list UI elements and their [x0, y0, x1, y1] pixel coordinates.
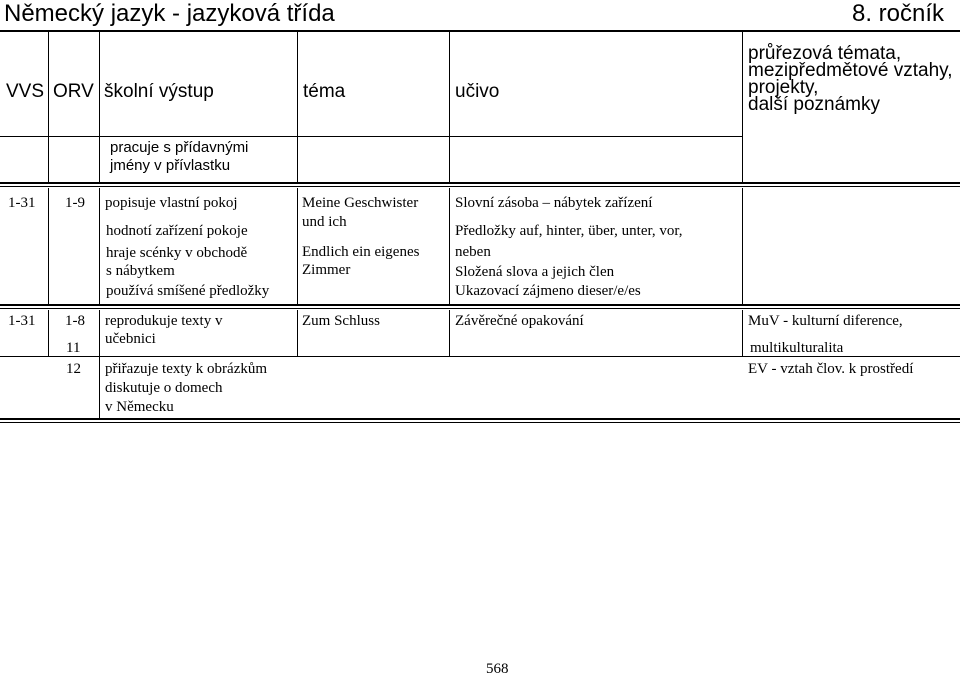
col-header-topic: téma [303, 81, 346, 102]
section2-orv: 1-8 [65, 313, 85, 329]
grid-line [449, 310, 450, 356]
grid-line [297, 188, 298, 304]
section1-vvs: 1-31 [8, 195, 36, 211]
page-number: 568 [486, 661, 509, 677]
section2-outcome-line: v Německu [105, 399, 174, 415]
col-header-outcome: školní výstup [104, 81, 214, 102]
section1-orv: 1-9 [65, 195, 85, 211]
document-title: Německý jazyk - jazyková třída [4, 0, 335, 27]
section1-outcome-line: popisuje vlastní pokoj [105, 195, 238, 211]
notes-header-line: další poznámky [748, 94, 881, 115]
col-header-vvs: VVS [6, 81, 45, 102]
section-rule [0, 186, 960, 187]
grid-line [742, 188, 743, 304]
section-rule [0, 304, 960, 306]
grid-line [99, 310, 100, 418]
notes-header-line: mezipředmětové vztahy, [748, 60, 953, 81]
section1-content-line: Složená slova a jejich člen [455, 264, 615, 280]
section-rule [0, 308, 960, 309]
section-rule [0, 418, 960, 420]
section1-outcome-line: s nábytkem [106, 263, 175, 279]
section2-orv: 12 [66, 361, 81, 377]
grid-line [48, 32, 49, 182]
section2-orv: 11 [66, 340, 81, 356]
section-rule [0, 182, 960, 184]
section1-outcome-line: hodnotí zařízení pokoje [106, 223, 248, 239]
grid-line [48, 188, 49, 304]
section2-notes-line: EV - vztah člov. k prostředí [748, 361, 914, 377]
section1-content-line: neben [455, 244, 491, 260]
intro-outcome-line: pracuje s přídavnými [110, 139, 249, 156]
section1-outcome-line: používá smíšené předložky [106, 283, 270, 299]
section2-topic: Zum Schluss [302, 313, 380, 329]
grid-line [99, 32, 100, 182]
title-rule [0, 30, 960, 32]
section2-notes-line: multikulturalita [750, 340, 844, 356]
grid-line [0, 136, 742, 137]
grid-line [99, 188, 100, 304]
section1-topic-line: Endlich ein eigenes [302, 244, 420, 260]
section1-topic-line: Zimmer [302, 262, 351, 278]
grid-line [742, 310, 743, 356]
grid-line [449, 188, 450, 304]
section2-outcome-line: reprodukuje texty v [105, 313, 223, 329]
grade-label: 8. ročník [852, 0, 945, 27]
notes-header-line: průřezová témata, [748, 43, 902, 64]
grid-line [449, 32, 450, 182]
col-header-content: učivo [455, 81, 500, 102]
grid-line [48, 310, 49, 356]
grid-line [297, 32, 298, 182]
section2-outcome-line: diskutuje o domech [105, 380, 223, 396]
section2-content: Závěrečné opakování [455, 313, 584, 329]
section2-outcome-line: přiřazuje texty k obrázkům [105, 361, 268, 377]
section2-notes-line: MuV - kulturní diference, [748, 313, 903, 329]
col-header-notes [748, 45, 953, 113]
section1-content-line: Ukazovací zájmeno dieser/e/es [455, 283, 641, 299]
section2-outcome-line: učebnici [105, 331, 156, 347]
grid-line [297, 310, 298, 356]
section1-content-line: Slovní zásoba – nábytek zařízení [455, 195, 653, 211]
col-header-orv: ORV [53, 81, 94, 102]
intro-outcome-line: jmény v přívlastku [110, 157, 231, 174]
section2-vvs: 1-31 [8, 313, 36, 329]
section-rule [0, 422, 960, 423]
section1-topic-line: und ich [302, 214, 347, 230]
notes-header-line: projekty, [748, 77, 819, 98]
grid-line [742, 32, 743, 182]
section1-outcome-line: hraje scénky v obchodě [106, 245, 248, 261]
section1-content-line: Předložky auf, hinter, über, unter, vor, [455, 223, 683, 239]
section1-topic-line: Meine Geschwister [302, 195, 419, 211]
grid-line [0, 356, 960, 357]
